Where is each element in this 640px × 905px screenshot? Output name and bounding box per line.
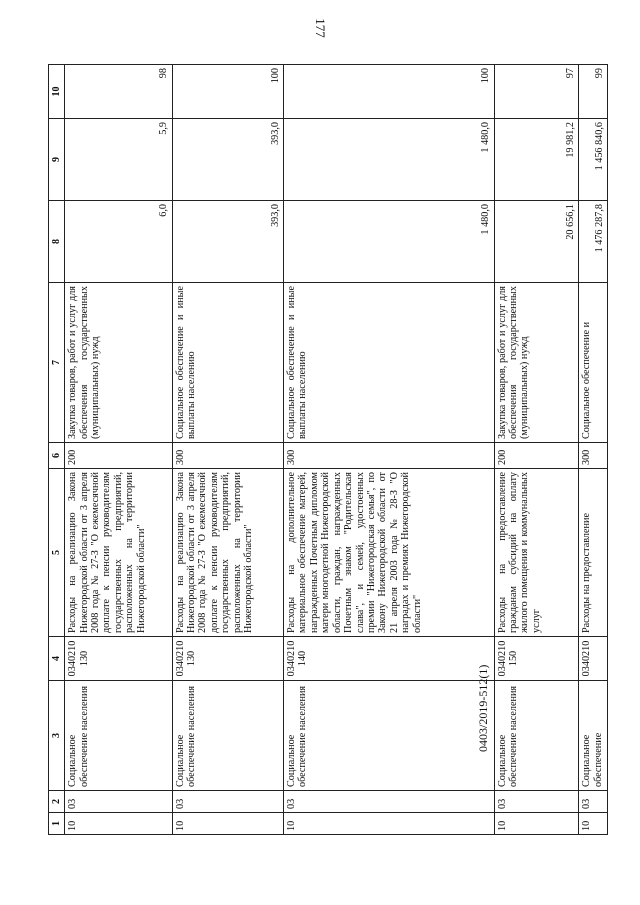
cell-planned: 1 480,0 bbox=[284, 201, 495, 283]
cell-planned: 20 656,1 bbox=[494, 201, 579, 283]
budget-table bbox=[48, 64, 608, 835]
cell-expense-code: 200 bbox=[65, 443, 172, 469]
cell-expense-type: Социальное обеспечение и bbox=[579, 283, 608, 443]
cell-section: 10 bbox=[494, 813, 579, 835]
cell-section-name: Социальное обеспечение населения bbox=[284, 681, 495, 791]
page-number: 177 bbox=[313, 18, 328, 38]
cell-expense-code: 300 bbox=[172, 443, 283, 469]
cell-actual: 393,0 bbox=[172, 119, 283, 201]
cell-section-name: Социальное обеспечение bbox=[579, 681, 608, 791]
header-col-5: 5 bbox=[49, 469, 65, 637]
rotated-table-container bbox=[48, 65, 608, 835]
header-col-1: 1 bbox=[49, 813, 65, 835]
cell-target-code: 0340210 150 bbox=[494, 637, 579, 681]
cell-subsection: 03 bbox=[579, 791, 608, 813]
cell-target-code: 0340210 bbox=[579, 637, 608, 681]
cell-subsection: 03 bbox=[284, 791, 495, 813]
cell-percent: 97 bbox=[494, 65, 579, 119]
cell-planned: 393,0 bbox=[172, 201, 283, 283]
cell-target-code: 0340210 130 bbox=[172, 637, 283, 681]
cell-percent: 100 bbox=[284, 65, 495, 119]
cell-target-code: 0340210 130 bbox=[65, 637, 172, 681]
cell-expense-code: 300 bbox=[579, 443, 608, 469]
cell-planned: 1 476 287,8 bbox=[579, 201, 608, 283]
header-col-3: 3 bbox=[49, 681, 65, 791]
cell-section-name: Социальное обеспечение населения bbox=[65, 681, 172, 791]
cell-expense-code: 300 bbox=[284, 443, 495, 469]
cell-percent: 100 bbox=[172, 65, 283, 119]
cell-target-code: 0340210 140 bbox=[284, 637, 495, 681]
table-row bbox=[65, 65, 172, 835]
cell-description: Расходы на реализацию Закона Нижегородской области от 3 апреля 2008 года № 27-З "О ежемесячной доплате к пенсии руководителям государственных предприятий, расположенных на территории Нижегородской области" bbox=[65, 469, 172, 637]
header-col-9: 9 bbox=[49, 119, 65, 201]
table-row bbox=[172, 65, 283, 835]
header-col-6: 6 bbox=[49, 443, 65, 469]
table-row bbox=[284, 65, 495, 835]
document-code: 0403/2019-512(1) bbox=[476, 664, 490, 752]
cell-section-name: Социальное обеспечение населения bbox=[494, 681, 579, 791]
header-col-7: 7 bbox=[49, 283, 65, 443]
cell-section-name: Социальное обеспечение населения bbox=[172, 681, 283, 791]
header-col-8: 8 bbox=[49, 201, 65, 283]
table-row bbox=[579, 65, 608, 835]
cell-actual: 1 456 840,6 bbox=[579, 119, 608, 201]
cell-section: 10 bbox=[284, 813, 495, 835]
cell-percent: 99 bbox=[579, 65, 608, 119]
cell-subsection: 03 bbox=[65, 791, 172, 813]
cell-expense-code: 200 bbox=[494, 443, 579, 469]
cell-percent: 98 bbox=[65, 65, 172, 119]
cell-planned: 6,0 bbox=[65, 201, 172, 283]
cell-expense-type: Социальное обеспечение и иные выплаты населению bbox=[172, 283, 283, 443]
cell-actual: 5,9 bbox=[65, 119, 172, 201]
cell-expense-type: Закупка товаров, работ и услуг для обеспечения государственных (муниципальных) нужд bbox=[65, 283, 172, 443]
cell-expense-type: Социальное обеспечение и иные выплаты населению bbox=[284, 283, 495, 443]
cell-description: Расходы на реализацию Закона Нижегородской области от 3 апреля 2008 года № 27-З "О ежемесячной доплате к пенсии руководителям государственных предприятий, расположенных на территории Нижегородской области" bbox=[172, 469, 283, 637]
header-row bbox=[49, 65, 65, 835]
cell-section: 10 bbox=[65, 813, 172, 835]
header-col-10: 10 bbox=[49, 65, 65, 119]
header-col-2: 2 bbox=[49, 791, 65, 813]
cell-subsection: 03 bbox=[172, 791, 283, 813]
cell-section: 10 bbox=[579, 813, 608, 835]
table-row bbox=[494, 65, 579, 835]
cell-description: Расходы на предоставление bbox=[579, 469, 608, 637]
cell-expense-type: Закупка товаров, работ и услуг для обеспечения государственных (муниципальных) нужд bbox=[494, 283, 579, 443]
cell-section: 10 bbox=[172, 813, 283, 835]
cell-description: Расходы на предоставление гражданам субсидий на оплату жилого помещения и коммунальных услуг bbox=[494, 469, 579, 637]
header-col-4: 4 bbox=[49, 637, 65, 681]
cell-subsection: 03 bbox=[494, 791, 579, 813]
cell-actual: 19 981,2 bbox=[494, 119, 579, 201]
cell-description: Расходы на дополнительное материальное обеспечение матерей, награжденных Почетным дипломом матери многодетной Нижегородской области, граждан, награжденных Почетным знаком "Родительская слава", и семей, удостоенных премии "Нижегородская семья", по Закону Нижегородской области от 21 апреля 2003 года № 28-З "О наградах и премиях Нижегородской области" bbox=[284, 469, 495, 637]
cell-actual: 1 480,0 bbox=[284, 119, 495, 201]
